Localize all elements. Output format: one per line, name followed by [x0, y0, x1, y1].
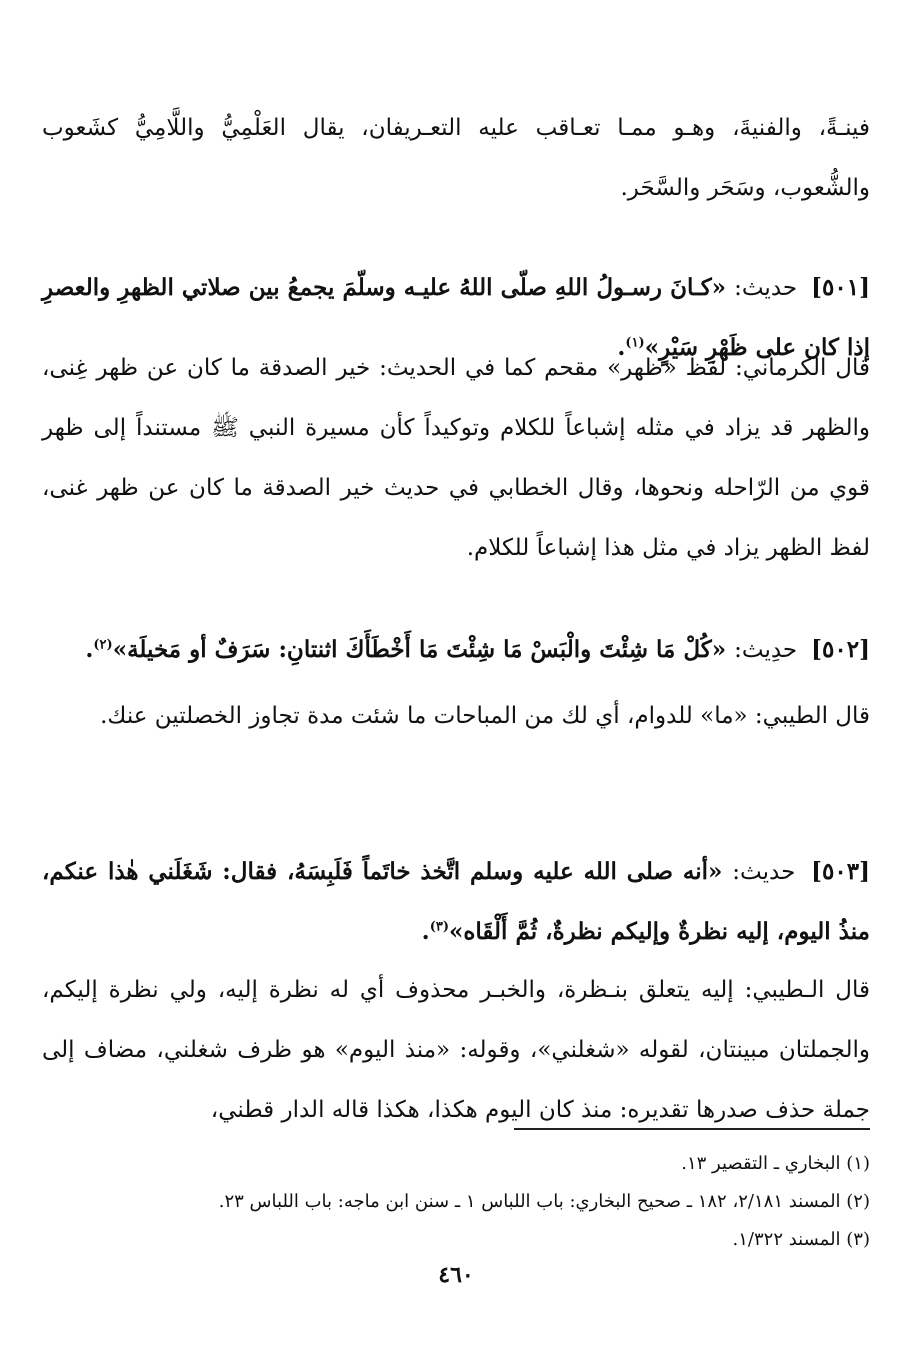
- hadith-label: حدِيث:: [734, 637, 798, 663]
- hadith-end: .: [85, 636, 94, 663]
- hadith-text: «كـانَ رسـولُ اللهِ صلّى اللهُ عليـه وسلّمَ يجمعُ بين صلاتي الظهرِ والعصرِ إذا كان على ظَهْرِ سَيْرٍ»: [42, 274, 870, 361]
- hadith-number: [٥٠٢]: [811, 636, 870, 663]
- footnote-ref: (٢): [93, 637, 113, 653]
- hadith-502: [42, 620, 870, 680]
- footnote-divider: [514, 1128, 870, 1130]
- hadith-end: .: [421, 918, 430, 945]
- footnote-1: (١) البخاري ـ التقصير ١٣.: [681, 1153, 870, 1174]
- hadith-text: «كُلْ مَا شِئْتَ والْبَسْ مَا شِئْتَ مَا أَخْطَأَكَ اثنتانِ: سَرَفٌ أو مَخيلَة»: [112, 636, 727, 663]
- book-page: [42, 0, 870, 1363]
- footnote-ref: (٣): [429, 919, 449, 935]
- page-number: ٤٦٠: [438, 1262, 474, 1288]
- hadith-number: [٥٠٣]: [811, 858, 870, 885]
- intro-paragraph: فينـةً، والفنيةَ، وهـو ممـا تعـاقب عليه التعـريفان، يقال العَلْمِيُّ واللَّامِيُّ كشَعوب والشُّعوب، وسَحَر والسَّحَر.: [42, 115, 870, 201]
- footnote-2: (٢) المسند ٢/١٨١، ١٨٢ ـ صحيح البخاري: باب اللباس ١ ـ سنن ابن ماجه: باب اللباس ٢٣.: [218, 1191, 870, 1212]
- hadith-label: حديث:: [734, 275, 798, 301]
- footnote-ref: (١): [625, 335, 645, 351]
- hadith-503: [42, 842, 870, 962]
- commentary-502: قال الطيبي: «ما» للدوام، أي لك من المباحات ما شئت مدة تجاوز الخصلتين عنك.: [100, 703, 870, 729]
- hadith-number: [٥٠١]: [811, 274, 870, 301]
- commentary-503: قال الـطيبي: إليه يتعلق بنـظرة، والخبـر محذوف أي له نظرة إليه، ولي نظرة إليكم، والجملتان مبينتان، لقوله «شغلني»، وقوله: «منذ اليوم» هو ظرف شغلني، مضاف إلى جملة حذف صدرها تقديره: منذ كان اليوم هكذا، هكذا قاله الدار قطني،: [42, 977, 870, 1123]
- hadith-end: .: [617, 334, 626, 361]
- footnotes-list: [42, 1145, 870, 1259]
- commentary-501: قال الكرماني: لفظ «ظهر» مقحم كما في الحديث: خير الصدقة ما كان عن ظهر غِنى، والظهر قد يزاد في مثله إشباعاً للكلام وتوكيداً كأن مسيرة النبي ﷺ مستنداً إلى ظهر قوي من الرّاحله ونحوها، وقال الخطابي في حديث خير الصدقة ما كان عن ظهر غنى، لفظ الظهر يزاد في مثل هذا إشباعاً للكلام.: [42, 355, 870, 561]
- hadith-text: «أنه صلى الله عليه وسلم اتَّخذ خاتَماً فَلَبِسَهُ، فقال: شَغَلَني هٰذا عنكم، منذُ اليوم، إليه نظرةٌ وإليكم نظرةٌ، ثُمَّ أَلْقَاه»: [42, 858, 870, 945]
- footnote-3: (٣) المسند ١/٣٢٢.: [732, 1229, 870, 1250]
- hadith-label: حديث:: [732, 859, 796, 885]
